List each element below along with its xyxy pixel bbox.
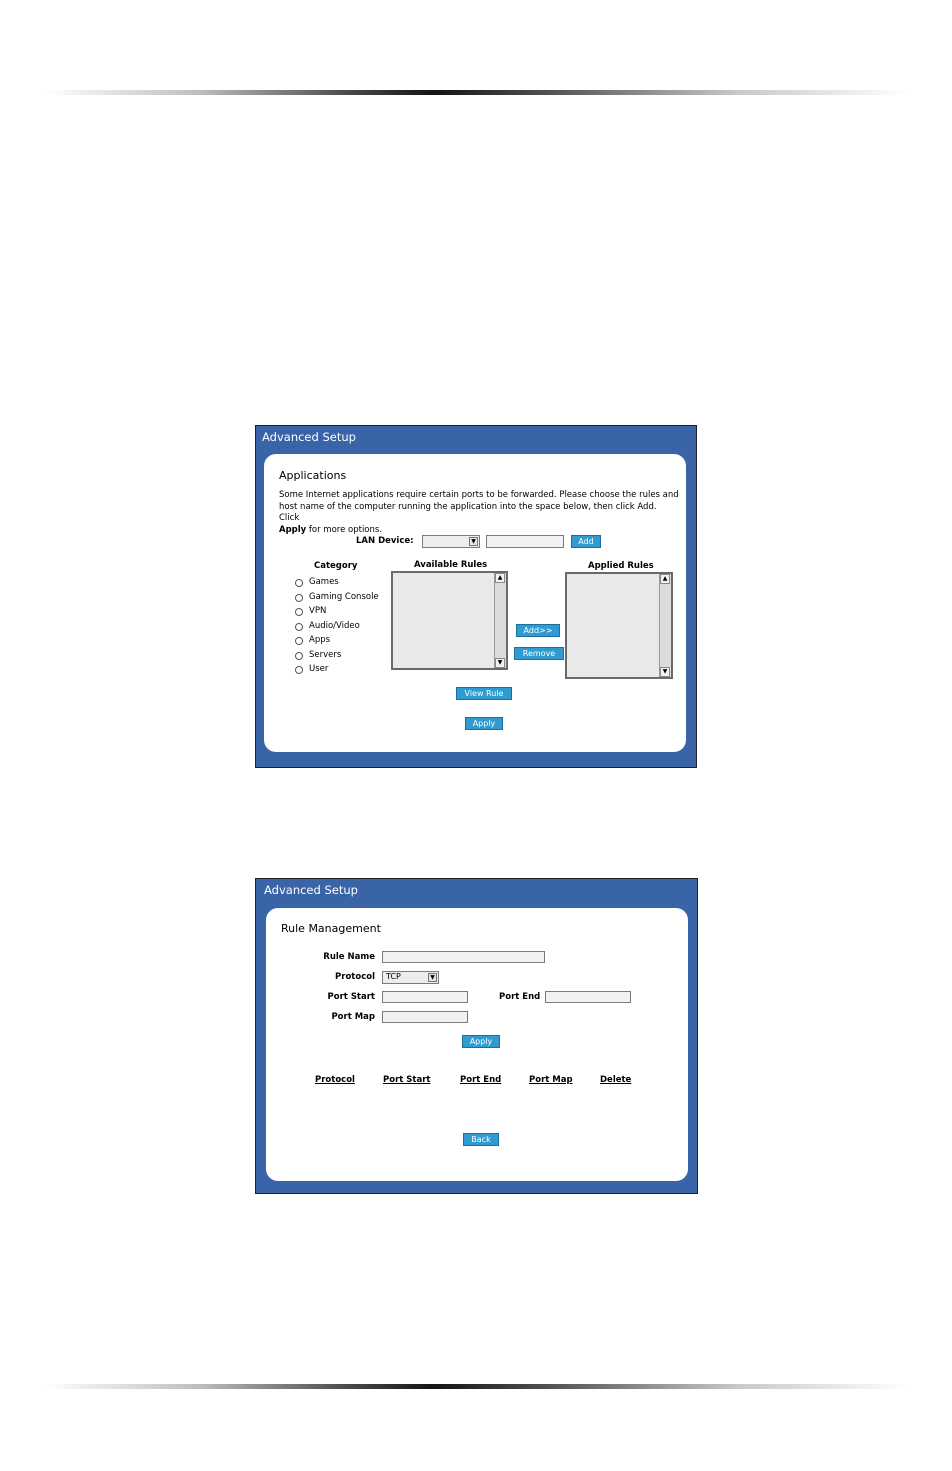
scroll-up-icon[interactable]: ▲ [495,573,505,583]
apply-emphasis: Apply [279,524,307,535]
rule-management-window [255,878,698,1194]
description-line: host name of the computer running the application into the space below, then click Add. Click [279,501,657,523]
category-label: Games [309,577,339,587]
apply-button[interactable]: Apply [462,1035,500,1048]
bottom-decorative-rule [45,1384,909,1389]
chevron-down-icon[interactable]: ▼ [469,537,478,546]
column-header-port-end[interactable]: Port End [460,1075,502,1085]
available-rules-list[interactable] [391,571,508,670]
column-header-port-start[interactable]: Port Start [383,1075,431,1085]
scroll-down-icon[interactable]: ▼ [660,667,670,677]
category-label: Apps [309,635,331,645]
port-end-input[interactable] [545,991,631,1003]
rule-management-panel [266,908,688,1181]
category-radio[interactable] [295,637,303,645]
rule-name-label: Rule Name [323,952,375,962]
available-rules-heading: Available Rules [414,560,488,570]
scroll-up-icon[interactable]: ▲ [660,574,670,584]
category-label: Gaming Console [309,591,379,602]
port-map-label: Port Map [331,1012,375,1022]
category-label: User [309,664,329,674]
page-title: Rule Management [281,922,381,935]
protocol-value: TCP [386,972,401,981]
top-decorative-rule [45,90,909,95]
category-heading: Category [314,561,358,571]
applications-window [255,425,697,768]
category-label: Servers [309,649,342,660]
column-header-port-map[interactable]: Port Map [529,1075,573,1085]
lan-device-select[interactable] [422,535,480,548]
port-start-label: Port Start [327,992,375,1002]
scroll-down-icon[interactable]: ▼ [495,658,505,668]
window-title: Advanced Setup [264,883,358,897]
category-radio[interactable] [295,594,303,602]
hostname-input[interactable] [486,535,564,548]
port-map-input[interactable] [382,1011,468,1023]
protocol-label: Protocol [335,972,375,982]
category-radio[interactable] [295,652,303,660]
view-rule-button[interactable]: View Rule [456,687,512,700]
description-line: for more options. [306,524,383,535]
category-radio[interactable] [295,666,303,674]
port-end-label: Port End [499,992,541,1002]
port-start-input[interactable] [382,991,468,1003]
category-label: VPN [309,606,327,616]
remove-rule-button[interactable]: Remove [514,647,564,660]
column-header-protocol[interactable]: Protocol [315,1075,355,1085]
page-title: Applications [279,469,347,482]
apply-button[interactable]: Apply [465,717,503,730]
add-button[interactable]: Add [571,535,601,548]
add-rule-button[interactable]: Add>> [516,624,560,637]
applied-rules-list[interactable] [565,572,673,679]
rule-name-input[interactable] [382,951,545,963]
back-button[interactable]: Back [463,1133,499,1146]
available-rules-scrollbar[interactable] [494,573,506,668]
column-header-delete[interactable]: Delete [600,1075,632,1085]
description-text [279,490,679,536]
category-radio[interactable] [295,608,303,616]
window-title: Advanced Setup [262,430,356,444]
applied-rules-scrollbar[interactable] [659,574,671,677]
applications-panel [264,454,686,752]
lan-device-label: LAN Device: [356,536,414,546]
chevron-down-icon[interactable]: ▼ [428,973,437,982]
protocol-select[interactable] [382,971,439,984]
applied-rules-heading: Applied Rules [588,561,654,571]
description-line: Some Internet applications require certain ports to be forwarded. Please choose the rules and [279,490,679,500]
category-radio[interactable] [295,623,303,631]
category-radio[interactable] [295,579,303,587]
category-label: Audio/Video [309,620,360,631]
